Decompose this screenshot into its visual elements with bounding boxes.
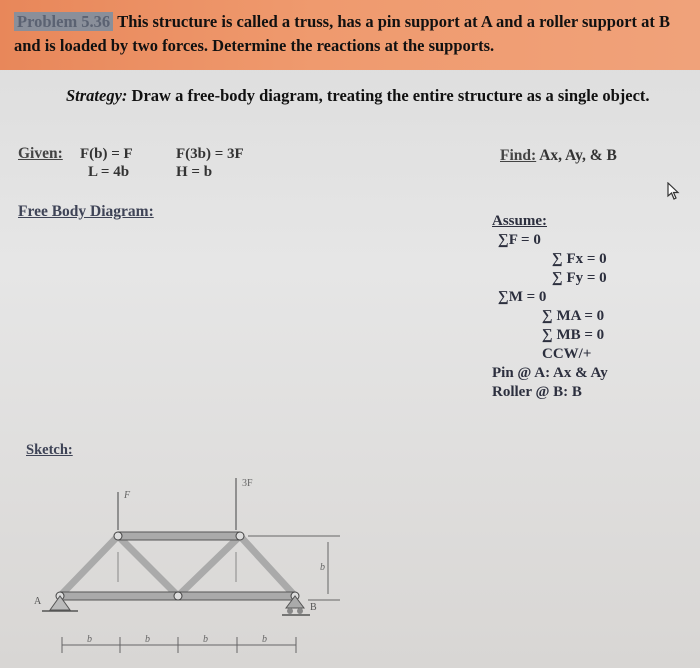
given-l: L = 4b — [88, 164, 130, 180]
assume-label: Assume: — [492, 213, 547, 229]
force-right-label: 3F — [242, 478, 253, 489]
problem-text: This structure is called a truss, has a pin support at A and a roller support at B and is loaded by two forces. Determine the reactions at the supports. — [14, 12, 671, 55]
given-f2: F(3b) = 3F — [176, 146, 244, 162]
assume-line-2: ∑ Fx = 0 — [552, 251, 607, 267]
truss-outlines — [60, 532, 295, 600]
sketch-label: Sketch: — [26, 442, 73, 458]
truss-sketch — [0, 470, 700, 668]
assume-line-1: ∑F = 0 — [498, 232, 541, 248]
support-a-label: A — [34, 596, 42, 607]
truss-members — [60, 536, 295, 596]
span-label-1: b — [87, 634, 92, 645]
strategy-text: Draw a free-body diagram, treating the entire structure as a single object. — [131, 86, 650, 105]
assume-line-6: ∑ MB = 0 — [542, 327, 605, 343]
height-label: b — [320, 562, 325, 573]
given-f1: F(b) = F — [80, 146, 133, 162]
strategy-block — [14, 84, 690, 108]
force-arrows — [118, 478, 236, 530]
fbd-label: Free Body Diagram: — [18, 203, 154, 220]
assume-block — [492, 212, 608, 402]
assume-line-5: ∑ MA = 0 — [542, 308, 605, 324]
mouse-cursor-icon — [666, 182, 682, 205]
span-label-2: b — [145, 634, 150, 645]
find-block — [500, 147, 617, 165]
support-b-label: B — [310, 602, 317, 613]
strategy-label: Strategy: — [66, 86, 128, 105]
given-label: Given: — [18, 145, 63, 162]
find-text: Ax, Ay, & B — [539, 147, 617, 164]
assume-line-7: CCW/+ — [542, 346, 592, 362]
assume-line-8: Pin @ A: Ax & Ay — [492, 365, 608, 381]
assume-line-9: Roller @ B: B — [492, 384, 582, 400]
assume-line-4: ∑M = 0 — [498, 289, 547, 305]
force-left-label: F — [124, 490, 131, 501]
span-label-3: b — [203, 634, 208, 645]
span-dimensions — [62, 637, 296, 653]
assume-line-3: ∑ Fy = 0 — [552, 270, 607, 286]
problem-tag: Problem 5.36 — [14, 12, 113, 31]
find-label: Find: — [500, 147, 537, 164]
given-h: H = b — [176, 164, 213, 180]
problem-statement — [14, 10, 690, 58]
span-label-4: b — [262, 634, 267, 645]
